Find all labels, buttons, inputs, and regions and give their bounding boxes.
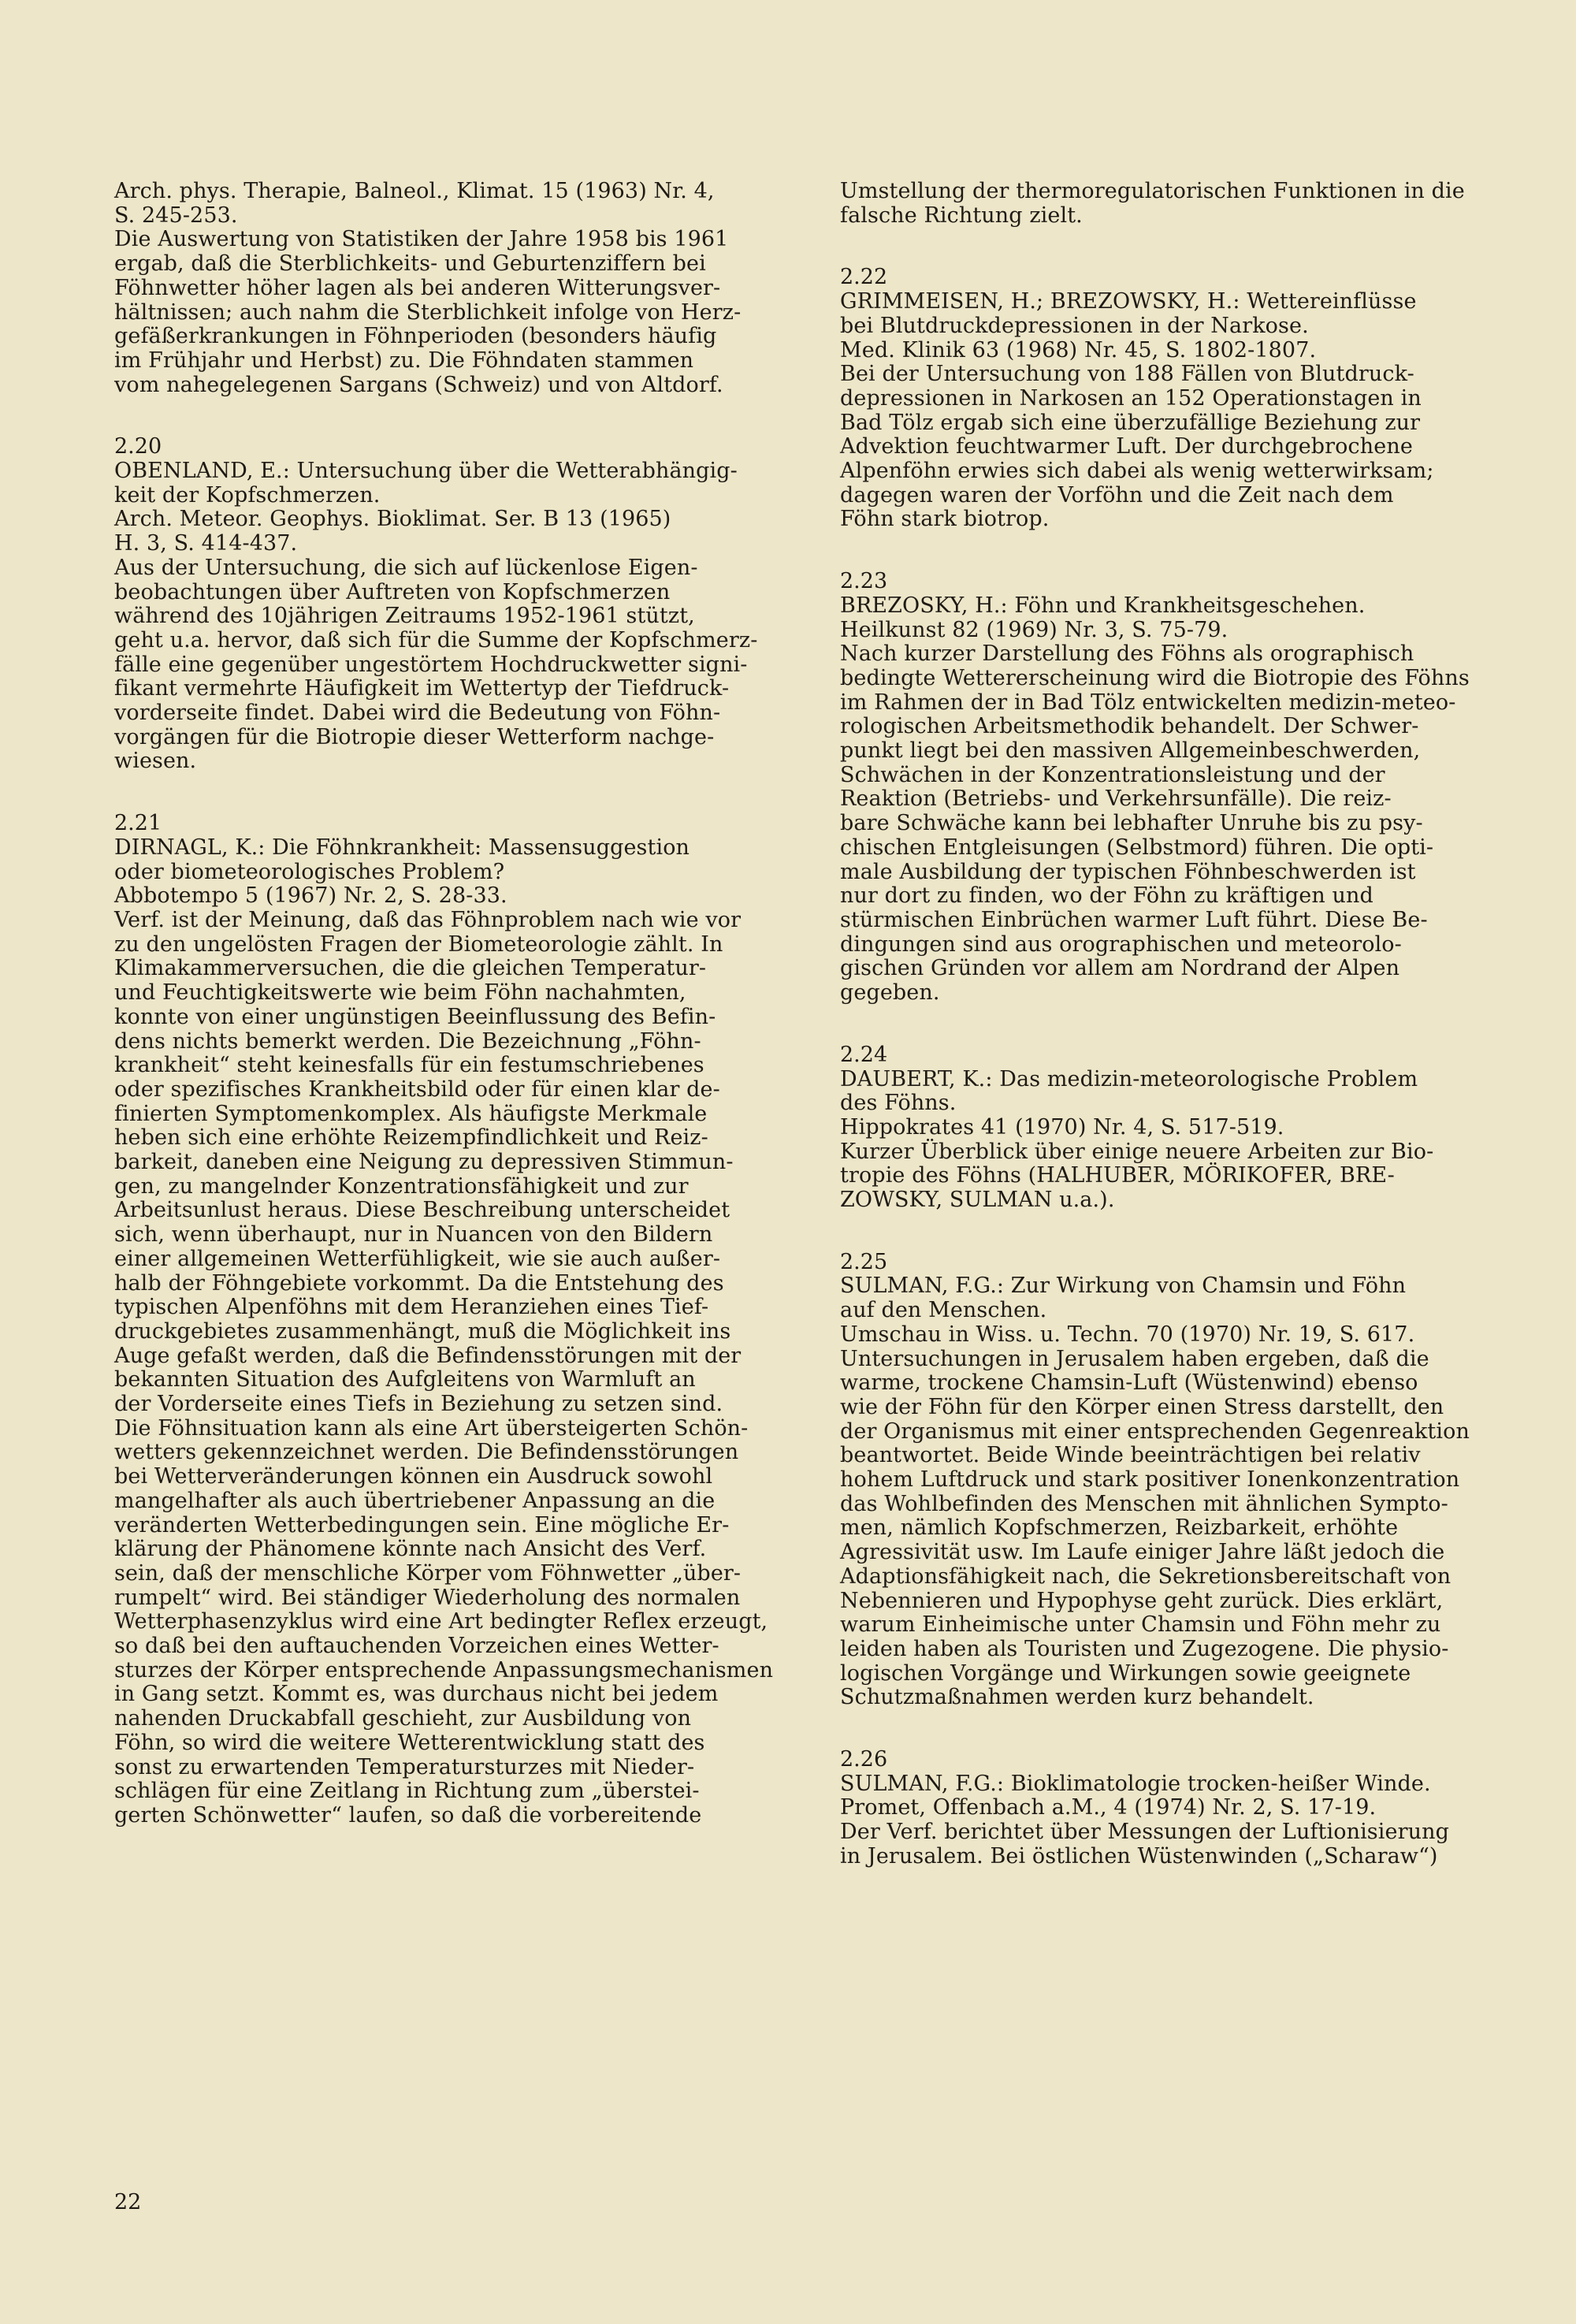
text-line: druckgebietes zusammenhängt, muß die Möglichkeit ins [114,1318,731,1344]
text-line: Föhn, so wird die weitere Wetterentwicklung statt des [114,1730,705,1755]
text-line: Kurzer Überblick über einige neuere Arbeiten zur Bio- [840,1139,1434,1164]
text-line: nur dort zu finden, wo der Föhn zu kräftigen und [840,883,1373,909]
page-number: 22 [114,2190,142,2214]
text-line: DAUBERT, K.: Das medizin-meteorologische Problem [840,1066,1418,1091]
text-line: Föhnwetter höher lagen als bei anderen Witterungsver- [114,275,721,300]
text-line: H. 3, S. 414-437. [114,531,298,556]
left-column [114,180,808,1828]
text-line: fälle eine gegenüber ungestörtem Hochdruckwetter signi- [114,652,748,677]
text-line: oder spezifisches Krankheitsbild oder für einen klar de- [114,1076,720,1102]
text-line: veränderten Wetterbedingungen sein. Eine mögliche Er- [114,1512,730,1538]
text-line: SULMAN, F.G.: Bioklimatologie trocken-heißer Winde. [840,1771,1431,1796]
text-line: Der Verf. berichtet über Messungen der Luftionisierung [840,1820,1449,1845]
text-line: Klimakammerversuchen, die die gleichen Temperatur- [114,956,707,981]
text-line: mangelhafter als auch übertriebener Anpassung an die [114,1488,716,1513]
text-line: Aus der Untersuchung, die sich auf lückenlose Eigen- [114,555,698,580]
text-line: Föhn stark biotrop. [840,507,1050,532]
text-line: wiesen. [114,749,197,774]
text-line: vorderseite findet. Dabei wird die Bedeutung von Föhn- [114,701,721,726]
entry-number: 2.21 [114,811,162,836]
text-line: warme, trockene Chamsin-Luft (Wüstenwind) ebenso [840,1370,1418,1396]
text-line: Nach kurzer Darstellung des Föhns als orographisch [840,641,1414,667]
text-line: typischen Alpenföhns mit dem Heranziehen eines Tief- [114,1295,709,1320]
text-line: bare Schwäche kann bei lebhafter Unruhe bis zu psy- [840,811,1423,836]
continued-text [114,180,808,397]
text-line: men, nämlich Kopfschmerzen, Reizbarkeit, erhöhte [840,1515,1399,1541]
text-line: gefäßerkrankungen in Föhnperioden (besonders häufig [114,324,717,349]
text-line: S. 245-253. [114,203,238,228]
text-line: Arch. phys. Therapie, Balneol., Klimat. 15 (1963) Nr. 4, [114,179,715,203]
text-line: oder biometeorologisches Problem? [114,859,505,884]
text-line: hohem Luftdruck und stark positiver Ionenkonzentration [840,1467,1460,1493]
text-line: vom nahegelegenen Sargans (Schweiz) und von Altdorf. [114,372,723,397]
text-line: zu den ungelösten Fragen der Biometeorologie zählt. In [114,931,723,957]
text-line: der Vorderseite eines Tiefs in Beziehung zu setzen sind. [114,1392,723,1417]
text-line: Reaktion (Betriebs- und Verkehrsunfälle). Die reiz- [840,786,1392,812]
right-column [840,180,1478,1869]
text-line: wetters gekennzeichnet werden. Die Befindensstörungen [114,1440,739,1465]
text-line: Agressivität usw. Im Laufe einiger Jahre läßt jedoch die [840,1540,1445,1565]
text-line: Schutzmaßnahmen werden kurz behandelt. [840,1685,1314,1710]
entry-number: 2.24 [840,1042,888,1067]
text-line: keit der Kopfschmerzen. [114,482,381,508]
text-line: barkeit, daneben eine Neigung zu depressiven Stimmun- [114,1150,734,1175]
text-line: klärung der Phänomene könnte nach Ansicht des Verf. [114,1537,707,1562]
text-line: Die Auswertung von Statistiken der Jahre 1958 bis 1961 [114,227,729,252]
text-line: chischen Entgleisungen (Selbstmord) führen. Die opti- [840,835,1434,860]
text-line: in Jerusalem. Bei östlichen Wüstenwinden („Scharaw“) [840,1843,1438,1868]
text-line: Alpenföhn erwies sich dabei als wenig wetterwirksam; [840,459,1434,484]
text-line: rumpelt“ wird. Bei ständiger Wiederholung des normalen [114,1585,741,1610]
text-line: bedingte Wettererscheinung wird die Biotropie des Föhns [840,665,1470,690]
text-line: GRIMMEISEN, H.; BREZOWSKY, H.: Wettereinflüsse [840,289,1417,314]
text-line: sein, daß der menschliche Körper vom Föhnwetter „über- [114,1560,742,1586]
text-line: vorgängen für die Biotropie dieser Wetterform nachge- [114,724,715,749]
text-line: DIRNAGL, K.: Die Föhnkrankheit: Massensuggestion [114,835,690,860]
text-line: in Gang setzt. Kommt es, was durchaus nicht bei jedem [114,1682,719,1707]
text-line: fikant vermehrte Häufigkeit im Wettertyp der Tiefdruck- [114,676,730,701]
text-line: gischen Gründen vor allem am Nordrand der Alpen [840,956,1400,981]
text-line: hältnissen; auch nahm die Sterblichkeit infolge von Herz- [114,299,742,325]
text-line: einer allgemeinen Wetterfühligkeit, wie sie auch außer- [114,1246,721,1271]
text-line: Untersuchungen in Jerusalem haben ergeben, daß die [840,1346,1429,1371]
text-line: halb der Föhngebiete vorkommt. Da die Entstehung des [114,1270,724,1296]
text-line: Schwächen in der Konzentrationsleistung und der [840,762,1385,787]
text-line: Verf. ist der Meinung, daß das Föhnproblem nach wie vor [114,907,742,932]
text-line: und Feuchtigkeitswerte wie beim Föhn nachahmten, [114,980,686,1006]
text-line: punkt liegt bei den massiven Allgemeinbeschwerden, [840,738,1421,764]
text-line: falsche Richtung zielt. [840,203,1083,228]
text-line: finierten Symptomenkomplex. Als häufigste Merkmale [114,1101,708,1126]
text-line: gen, zu mangelnder Konzentrationsfähigkeit und zur [114,1173,689,1199]
text-line: sturzes der Körper entsprechende Anpassungsmechanismen [114,1657,774,1683]
text-line: tropie des Föhns (HALHUBER, MÖRIKOFER, BRE- [840,1163,1395,1188]
text-line: bei Wetterveränderungen können ein Ausdruck sowohl [114,1464,713,1489]
text-line: rologischen Arbeitsmethodik behandelt. Der Schwer- [840,714,1419,739]
text-line: Med. Klinik 63 (1968) Nr. 45, S. 1802-1807. [840,337,1317,363]
bibliography-entry [114,435,808,774]
text-line: sich, wenn überhaupt, nur in Nuancen von den Bildern [114,1222,713,1248]
text-line: heben sich eine erhöhte Reizempfindlichkeit und Reiz- [114,1125,708,1151]
entry-number: 2.23 [840,569,888,594]
text-line: warum Einheimische unter Chamsin und Föhn mehr zu [840,1612,1441,1638]
entry-number: 2.22 [840,265,888,290]
bibliography-entry [840,570,1478,1006]
text-line: geht u.a. hervor, daß sich für die Summe der Kopfschmerz- [114,627,758,653]
text-line: Wetterphasenzyklus wird eine Art bedingter Reflex erzeugt, [114,1609,768,1634]
text-line: Umstellung der thermoregulatorischen Funktionen in die [840,179,1465,203]
text-line: logischen Vorgänge und Wirkungen sowie geeignete [840,1660,1411,1686]
text-line: bekannten Situation des Aufgleitens von Warmluft an [114,1367,696,1393]
text-line: stürmischen Einbrüchen warmer Luft führt. Diese Be- [840,907,1428,932]
text-line: sonst zu erwartenden Temperatursturzes mit Nieder- [114,1754,695,1779]
bibliography-entry [840,1748,1478,1869]
text-line: Arch. Meteor. Geophys. Bioklimat. Ser. B 13 (1965) [114,507,671,532]
text-line: Die Föhnsituation kann als eine Art übersteigerten Schön- [114,1415,749,1441]
text-line: beantwortet. Beide Winde beeinträchtigen bei relativ [840,1443,1421,1468]
text-line: Abbotempo 5 (1967) Nr. 2, S. 28-33. [114,883,507,909]
bibliography-entry [840,1251,1478,1710]
text-line: der Organismus mit einer entsprechenden Gegenreaktion [840,1419,1470,1444]
text-line: Arbeitsunlust heraus. Diese Beschreibung unterscheidet [114,1198,730,1223]
bibliography-entry [114,812,808,1828]
text-line: beobachtungen über Auftreten von Kopfschmerzen [114,579,671,604]
entry-number: 2.20 [114,434,162,459]
text-line: SULMAN, F.G.: Zur Wirkung von Chamsin und Föhn [840,1274,1407,1299]
text-line: gerten Schönwetter“ laufen, so daß die vorbereitende [114,1803,702,1828]
text-line: dagegen waren der Vorföhn und die Zeit nach dem [840,482,1394,508]
text-line: Bad Tölz ergab sich eine überzufällige Beziehung zur [840,410,1421,435]
text-line: OBENLAND, E.: Untersuchung über die Wetterabhängig- [114,459,738,484]
text-line: Auge gefaßt werden, daß die Befindensstörungen mit der [114,1343,742,1368]
text-line: Bei der Untersuchung von 188 Fällen von Blutdruck- [840,362,1414,387]
text-line: Heilkunst 82 (1969) Nr. 3, S. 75-79. [840,617,1228,642]
text-line: Advektion feuchtwarmer Luft. Der durchgebrochene [840,434,1413,459]
text-line: während des 10jährigen Zeitraums 1952-1961 stützt, [114,604,695,629]
entry-number: 2.26 [840,1747,888,1772]
text-line: gegeben. [840,980,940,1006]
text-line: konnte von einer ungünstigen Beeinflussung des Befin- [114,1004,716,1029]
text-line: krankheit“ steht keinesfalls für ein festumschriebenes [114,1053,704,1078]
text-line: Adaptionsfähigkeit nach, die Sekretionsbereitschaft von [840,1564,1451,1589]
text-line: Nebennieren und Hypophyse geht zurück. Dies erklärt, [840,1588,1444,1613]
text-line: im Frühjahr und Herbst) zu. Die Föhndaten stammen [114,348,694,373]
text-line: male Ausbildung der typischen Föhnbeschwerden ist [840,859,1416,884]
entry-number: 2.25 [840,1249,888,1274]
continued-text [840,180,1478,228]
text-line: so daß bei den auftauchenden Vorzeichen eines Wetter- [114,1634,719,1659]
text-line: bei Blutdruckdepressionen in der Narkose. [840,313,1309,338]
text-line: leiden haben als Touristen und Zugezogene. Die physio- [840,1636,1449,1661]
text-line: Promet, Offenbach a.M., 4 (1974) Nr. 2, S. 17-19. [840,1795,1377,1820]
text-line: ZOWSKY, SULMAN u.a.). [840,1188,1115,1213]
text-line: depressionen in Narkosen an 152 Operationstagen in [840,385,1422,411]
text-line: BREZOSKY, H.: Föhn und Krankheitsgeschehen. [840,593,1366,618]
text-line: dens nichts bemerkt werden. Die Bezeichnung „Föhn- [114,1028,701,1054]
text-line: dingungen sind aus orographischen und meteorolo- [840,931,1402,957]
text-line: im Rahmen der in Bad Tölz entwickelten medizin-meteo- [840,690,1456,715]
text-line: nahenden Druckabfall geschieht, zur Ausbildung von [114,1706,692,1731]
text-line: Hippokrates 41 (1970) Nr. 4, S. 517-519. [840,1114,1284,1140]
text-line: ergab, daß die Sterblichkeits- und Geburtenziffern bei [114,251,706,277]
text-line: das Wohlbefinden des Menschen mit ähnlichen Sympto- [840,1491,1448,1516]
text-line: auf den Menschen. [840,1298,1047,1323]
text-line: schlägen für eine Zeitlang in Richtung zum „überstei- [114,1779,700,1804]
bibliography-entry [840,1043,1478,1213]
text-line: Umschau in Wiss. u. Techn. 70 (1970) Nr. 19, S. 617. [840,1322,1415,1347]
text-line: wie der Föhn für den Körper einen Stress darstellt, den [840,1394,1444,1419]
bibliography-entry [840,266,1478,532]
text-line: des Föhns. [840,1091,957,1116]
